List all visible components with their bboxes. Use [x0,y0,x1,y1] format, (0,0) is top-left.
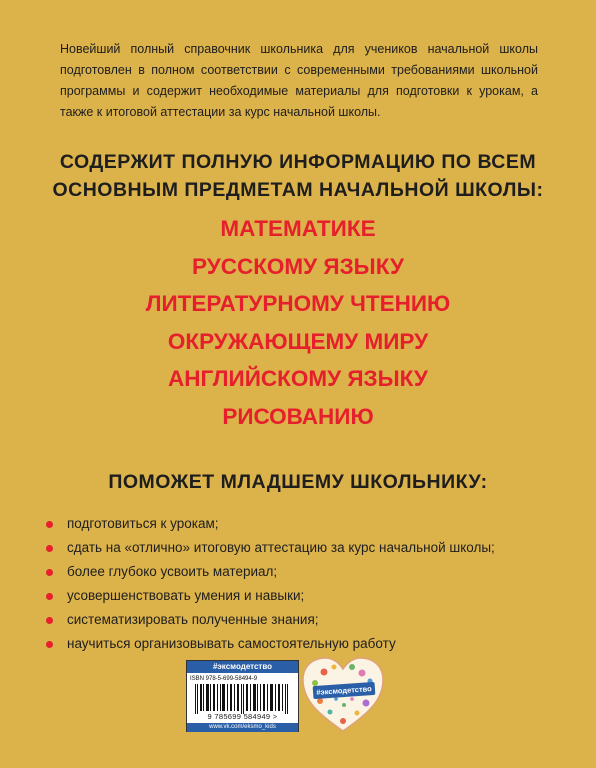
benefit-text: усовершенствовать умения и навыки; [67,588,305,603]
intro-text: Новейший полный справочник школьника для учеников начальной школы подготовлен в полном соответствии с современными требованиями школьной программы и содержит необходимые материалы для подготовки к урокам, а также к итоговой аттестации за курс начальной школы. [60,42,538,119]
bullet-icon [46,593,53,600]
benefits-list [46,512,566,656]
list-item [46,632,566,656]
benefit-text: систематизировать полученные знания; [67,612,319,627]
benefit-text: подготовиться к урокам; [67,516,219,531]
barcode-digits: 9 785699 584949 > [207,712,278,721]
bullet-icon [46,569,53,576]
benefit-text: более глубоко усвоить материал; [67,564,278,579]
subject-world: ОКРУЖАЮЩЕМУ МИРУ [167,328,429,354]
subject-math: МАТЕМАТИКЕ [220,216,376,241]
benefit-text: сдать на «отлично» итоговую аттестацию за курс начальной школы; [67,540,495,555]
contents-heading [0,148,596,204]
brand-strip: #эксмодетство [187,661,298,673]
intro-paragraph [60,39,538,123]
bullet-icon [46,641,53,648]
subject-english: АНГЛИЙСКОМУ ЯЗЫКУ [168,366,428,391]
benefit-text: научиться организовывать самостоятельную работу [67,636,396,651]
bullet-icon [46,617,53,624]
subject-literature: ЛИТЕРАТУРНОМУ ЧТЕНИЮ [145,291,451,316]
barcode-block [186,660,299,732]
benefits-heading: ПОМОЖЕТ МЛАДШЕМУ ШКОЛЬНИКУ: [108,471,488,493]
subjects-list [0,214,596,439]
contents-heading-line-2: ОСНОВНЫМ ПРЕДМЕТАМ НАЧАЛЬНОЙ ШКОЛЫ: [52,179,544,201]
bullet-icon [46,521,53,528]
isbn-label: ISBN 978-5-699-58494-9 [190,676,258,682]
bullet-icon [46,545,53,552]
subject-drawing: РИСОВАНИЮ [222,403,374,429]
subject-russian: РУССКОМУ ЯЗЫКУ [191,253,404,279]
vk-link: www.vk.com/eksmo_kids [187,723,298,732]
contents-heading-line-1: СОДЕРЖИТ ПОЛНУЮ ИНФОРМАЦИЮ ПО ВСЕМ [59,151,537,173]
heart-logo-tag: #эксмодетство [313,682,376,699]
list-item [46,584,566,608]
list-item [46,560,566,584]
list-item [46,608,566,632]
barcode-icon [193,684,293,714]
list-item [46,536,566,560]
list-item [46,512,566,536]
